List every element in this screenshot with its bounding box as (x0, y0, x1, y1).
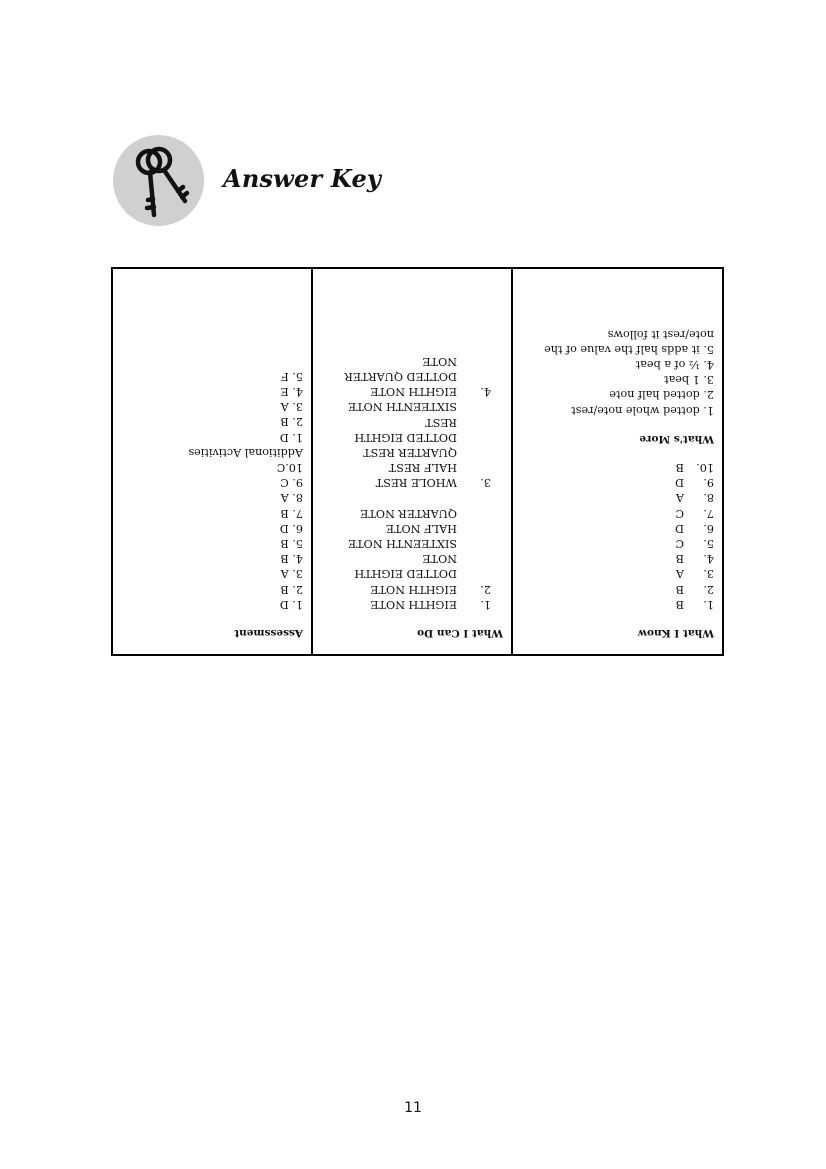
whats-more-list (521, 326, 714, 417)
list-item (321, 521, 491, 536)
list-item (321, 581, 491, 596)
item-number (457, 551, 491, 566)
list-item: 5. F (281, 369, 303, 383)
list-item (321, 566, 491, 581)
item-answer: B (675, 597, 684, 611)
list-item: 4. B (280, 552, 303, 566)
list-item: 7. B (280, 506, 303, 520)
list-item: 3. 1 beat (664, 373, 714, 387)
list-item (321, 475, 491, 490)
list-item (521, 536, 714, 551)
assessment-list (121, 460, 303, 612)
list-item: note/rest it follows (607, 327, 714, 341)
item-answer: C (675, 536, 684, 550)
item-text: NOTE (422, 354, 457, 368)
list-item (321, 369, 491, 384)
what-i-know-column (513, 269, 722, 654)
item-text: SIXTEENTH NOTE (348, 536, 457, 550)
item-number: 4. (480, 385, 491, 399)
item-answer: C (675, 506, 684, 520)
item-number (457, 430, 491, 445)
item-answer: D (675, 521, 684, 535)
list-item (521, 521, 714, 536)
list-item: 8. A (280, 491, 303, 505)
list-item: 10.C (276, 460, 303, 474)
page-number: 11 (404, 1100, 422, 1116)
item-number: 7. (703, 506, 714, 520)
item-number (457, 399, 491, 414)
item-text: WHOLE REST (375, 476, 457, 490)
list-item (321, 551, 491, 566)
list-item (521, 460, 714, 475)
keys-icon (113, 135, 204, 226)
item-number (457, 521, 491, 536)
what-i-know-heading: What I Know (637, 627, 714, 639)
item-number: 3. (480, 476, 491, 490)
what-i-can-do-heading: What I Can Do (417, 627, 503, 639)
item-text: EIGHTH NOTE (370, 582, 457, 596)
list-item (321, 460, 491, 475)
list-item (321, 399, 491, 414)
item-text: SIXTEENTH NOTE (348, 400, 457, 414)
list-item (321, 536, 491, 551)
list-item (321, 354, 491, 369)
item-text: HALF REST (388, 461, 457, 475)
assessment-heading: Assessment (234, 627, 303, 639)
item-text: REST (425, 415, 457, 429)
list-item (321, 414, 491, 429)
list-item: 2. B (280, 582, 303, 596)
item-text: EIGHTH NOTE (370, 385, 457, 399)
item-number: 8. (703, 491, 714, 505)
item-answer: A (675, 567, 684, 581)
what-i-can-do-column (313, 269, 513, 654)
item-answer: A (675, 491, 684, 505)
what-i-can-do-list (321, 354, 503, 612)
list-item (521, 581, 714, 596)
item-number (457, 505, 491, 520)
list-item (321, 597, 491, 612)
item-text: QUARTER NOTE (360, 506, 457, 520)
list-item (521, 597, 714, 612)
item-text: QUARTER REST (363, 445, 457, 459)
list-item: 2. dotted half note (609, 388, 714, 402)
list-item: 6. D (279, 521, 303, 535)
list-item: 4. ½ of a beat (635, 357, 714, 371)
assessment-column (113, 269, 313, 654)
list-item (521, 551, 714, 566)
item-answer: B (675, 582, 684, 596)
item-number: 4. (703, 552, 714, 566)
item-text: EIGHTH NOTE (370, 597, 457, 611)
item-number (457, 536, 491, 551)
item-number: 2. (703, 582, 714, 596)
item-answer: D (675, 476, 684, 490)
item-number: 2. (480, 582, 491, 596)
list-item (521, 566, 714, 581)
list-item: 2. B (280, 415, 303, 429)
list-item: 5. it adds half the value of the (544, 342, 714, 356)
list-item: 9. C (280, 476, 303, 490)
list-item (321, 505, 491, 520)
list-item (521, 505, 714, 520)
item-number (457, 566, 491, 581)
list-item: 5. B (280, 536, 303, 550)
list-item (321, 430, 491, 445)
item-text: DOTTED EIGHTH (354, 430, 457, 444)
additional-activities-heading: Additional Activities (188, 445, 303, 459)
list-item: 1. D (279, 597, 303, 611)
item-answer: B (675, 552, 684, 566)
item-number: 1. (703, 597, 714, 611)
additional-activities-list (121, 369, 303, 445)
item-number (457, 445, 491, 460)
list-item (521, 490, 714, 505)
list-item (521, 475, 714, 490)
item-number: 5. (703, 536, 714, 550)
item-number: 6. (703, 521, 714, 535)
item-number (457, 369, 491, 384)
list-item (321, 445, 491, 460)
item-text: DOTTED EIGHTH (354, 567, 457, 581)
item-text: NOTE (422, 552, 457, 566)
whats-more-heading: What's More (639, 432, 714, 445)
item-number: 9. (703, 476, 714, 490)
list-item: 3. A (280, 567, 303, 581)
item-number (457, 460, 491, 475)
item-number: 10. (696, 460, 714, 474)
item-answer: B (675, 460, 684, 474)
list-item (321, 384, 491, 399)
item-text: DOTTED QUARTER (344, 369, 457, 383)
item-number: 3. (703, 567, 714, 581)
item-text: HALF NOTE (385, 521, 457, 535)
what-i-know-list (521, 460, 714, 612)
item-number (457, 414, 491, 429)
page-title: Answer Key (223, 164, 382, 193)
list-item: 4. E (280, 384, 303, 398)
list-item: 1. D (279, 430, 303, 444)
item-number: 1. (480, 597, 491, 611)
item-number (457, 354, 491, 369)
answer-key-table (111, 267, 724, 656)
list-item: 3. A (280, 400, 303, 414)
list-item: 1. dotted whole note/rest (571, 403, 714, 417)
